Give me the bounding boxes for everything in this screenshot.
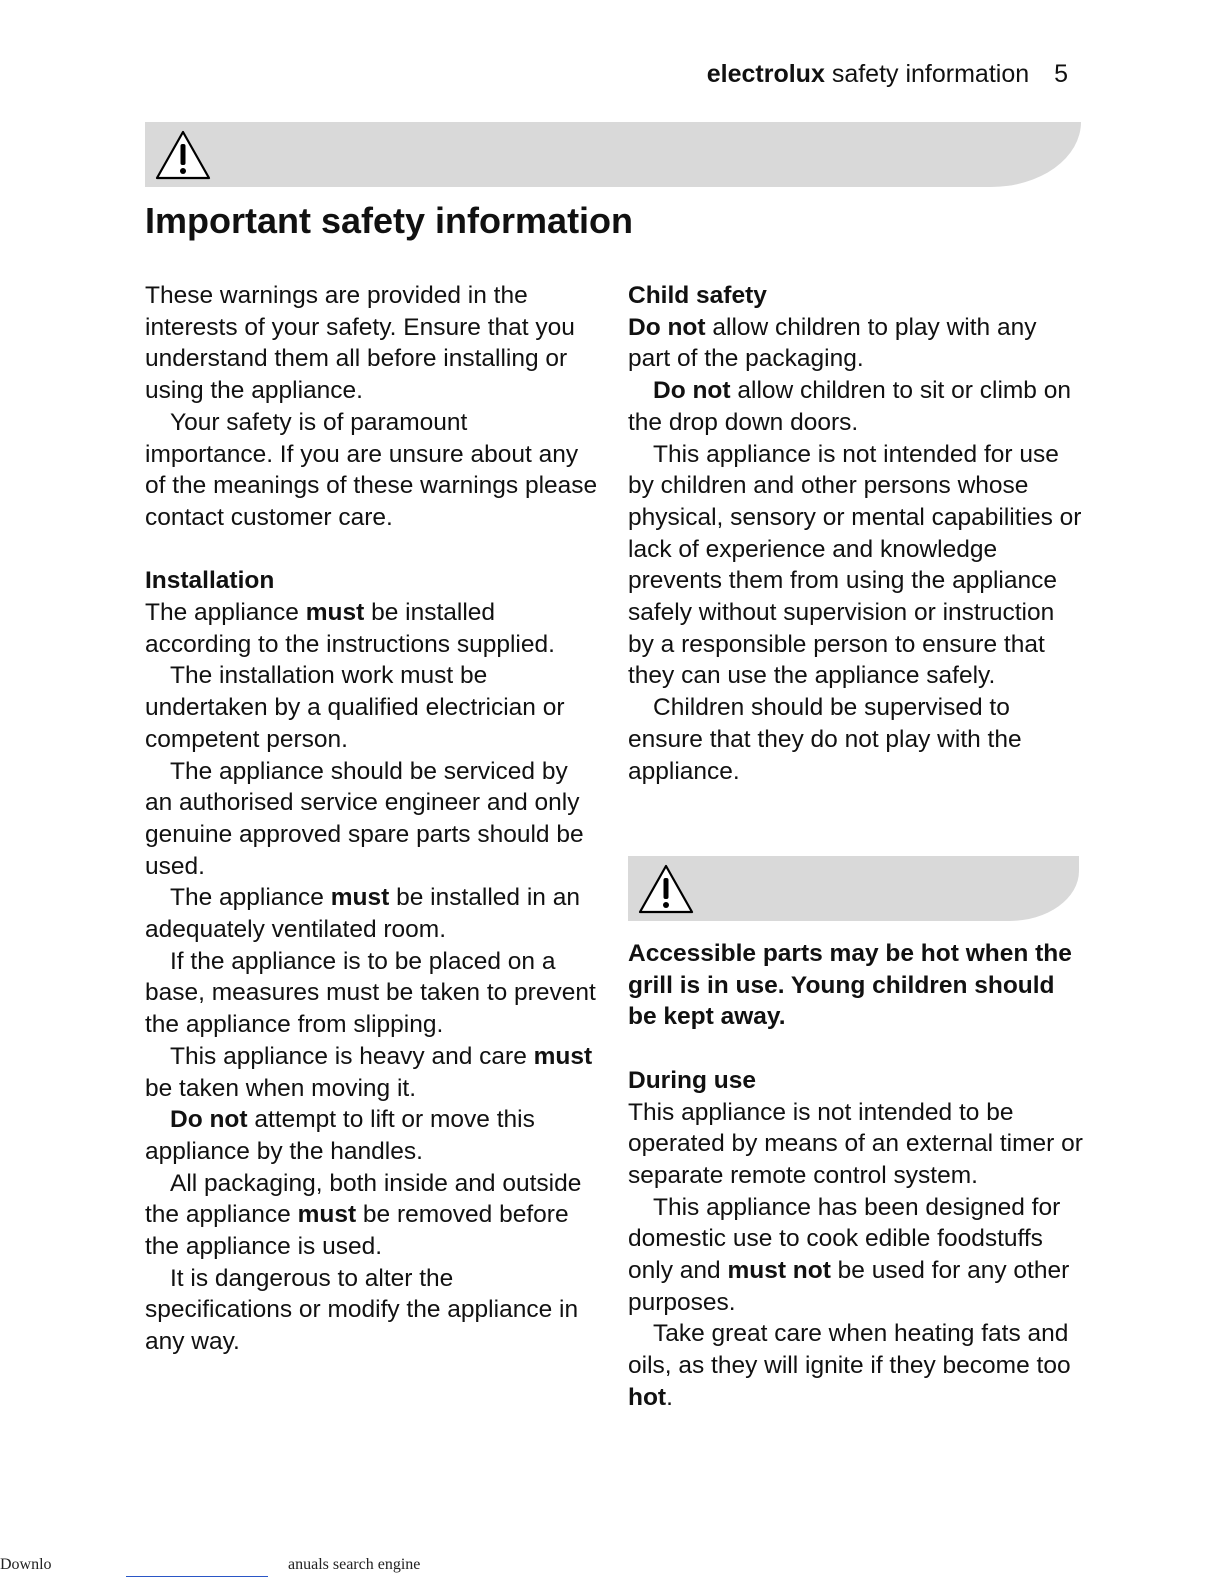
- child-safety-paragraph: Children should be supervised to ensure that they do not play with the appliance.: [628, 694, 1022, 785]
- hot-parts-warning: Accessible parts may be hot when the grill is in use. Young children should be kept away.: [628, 940, 1072, 1031]
- during-use-heading: During use: [628, 1066, 756, 1094]
- brand-name: electrolux: [706, 60, 825, 88]
- during-use-paragraph: This appliance has been designed for domestic use to cook edible foodstuffs only and must not be used for any other purposes.: [628, 1193, 1070, 1316]
- intro-paragraph: Your safety is of paramount importance. If you are unsure about any of the meanings of these warnings please contact customer care.: [145, 408, 598, 531]
- installation-paragraph: The appliance should be serviced by an authorised service engineer and only genuine approved spare parts should be used.: [145, 757, 584, 880]
- child-safety-paragraph: Do not allow children to play with any part of the packaging.: [628, 313, 1037, 373]
- during-use-paragraph: This appliance is not intended to be operated by means of an external timer or separate remote control system.: [628, 1098, 1083, 1189]
- child-safety-paragraph: Do not allow children to sit or climb on the drop down doors.: [628, 377, 1071, 436]
- footer-text: anuals search engine: [288, 1556, 421, 1573]
- page-header: [707, 60, 1068, 89]
- child-safety-heading: Child safety: [628, 282, 767, 309]
- installation-paragraph: If the appliance is to be placed on a base, measures must be taken to prevent the appliance from slipping.: [145, 947, 596, 1039]
- right-column-bottom: [628, 938, 1083, 1414]
- installation-paragraph: The installation work must be undertaken by a qualified electrician or competent person.: [145, 662, 565, 753]
- warning-triangle-icon: [636, 862, 696, 916]
- page-title: Important safety information: [145, 200, 634, 241]
- during-use-paragraph: Take great care when heating fats and oils, as they will ignite if they become too hot.: [628, 1320, 1071, 1411]
- installation-paragraph: This appliance is heavy and care must be taken when moving it.: [145, 1042, 593, 1102]
- installation-paragraph: It is dangerous to alter the specifications or modify the appliance in any way.: [145, 1264, 579, 1356]
- installation-paragraph: The appliance must be installed in an adequately ventilated room.: [145, 884, 580, 944]
- right-column-top: [628, 280, 1083, 787]
- left-column: [145, 280, 600, 1358]
- warning-banner: [145, 122, 1081, 187]
- installation-paragraph: Do not attempt to lift or move this appliance by the handles.: [145, 1106, 535, 1165]
- footer-text: Downlo: [0, 1556, 52, 1573]
- page-number: 5: [1054, 60, 1068, 88]
- child-safety-paragraph: This appliance is not intended for use by children and other persons whose physical, sensory or mental capabilities or lack of experience and knowledge prevents them from using the appliance safely without supervision or instruction by a responsible person to ensure that they can use the appliance safely.: [628, 440, 1082, 690]
- warning-triangle-icon: [153, 128, 213, 182]
- installation-paragraph: All packaging, both inside and outside the appliance must be removed before the appliance is used.: [145, 1169, 582, 1261]
- footer-link[interactable]: [126, 1576, 268, 1577]
- warning-banner: [628, 856, 1079, 921]
- section-name: safety information: [831, 60, 1030, 88]
- installation-paragraph: The appliance must be installed according to the instructions supplied.: [145, 599, 555, 658]
- intro-paragraph: These warnings are provided in the interests of your safety. Ensure that you understand them all before installing or using the appliance.: [145, 282, 575, 405]
- installation-heading: Installation: [145, 567, 275, 595]
